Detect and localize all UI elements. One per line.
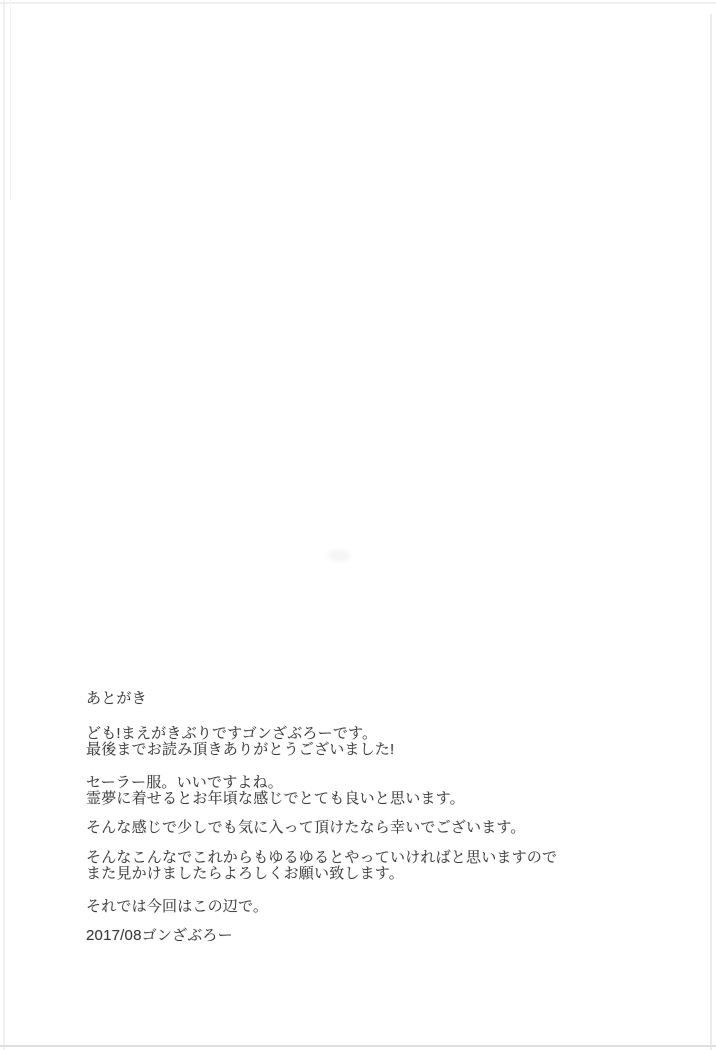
scan-edge-left xyxy=(3,0,5,1050)
afterword-paragraph xyxy=(86,899,646,914)
afterword-line: ども!まえがきぶりですゴンざぶろーです。 xyxy=(86,725,378,743)
scan-edge-top xyxy=(0,2,716,4)
afterword-line: そんな感じで少しでも気に入って頂けたなら幸いでございます。 xyxy=(86,819,526,837)
afterword-text-block xyxy=(86,691,646,943)
afterword-line: それでは今回はこの辺で。 xyxy=(86,898,269,916)
scan-edge-bottom xyxy=(0,1045,716,1047)
afterword-paragraph xyxy=(86,928,646,943)
afterword-line: セーラー服。いいですよね。 xyxy=(86,774,284,792)
scan-edge-right xyxy=(710,14,712,1050)
scan-edge-left-inner xyxy=(10,0,11,200)
afterword-paragraph xyxy=(86,726,646,757)
afterword-paragraph xyxy=(86,850,646,881)
afterword-line: 霊夢に着せるとお年頃な感じでとても良いと思います。 xyxy=(86,789,465,807)
afterword-paragraph xyxy=(86,775,646,806)
afterword-paragraph xyxy=(86,820,646,835)
afterword-line: そんなこんなでこれからもゆるゆるとやっていければと思いますので xyxy=(86,849,558,867)
scan-smudge xyxy=(328,549,350,562)
afterword-heading: あとがき xyxy=(86,690,147,707)
afterword-line: 最後までお読み頂きありがとうございました! xyxy=(86,740,395,758)
afterword-line: また見かけましたらよろしくお願い致します。 xyxy=(86,864,405,882)
afterword-date-author: 2017/08ゴンざぶろー xyxy=(86,926,233,944)
